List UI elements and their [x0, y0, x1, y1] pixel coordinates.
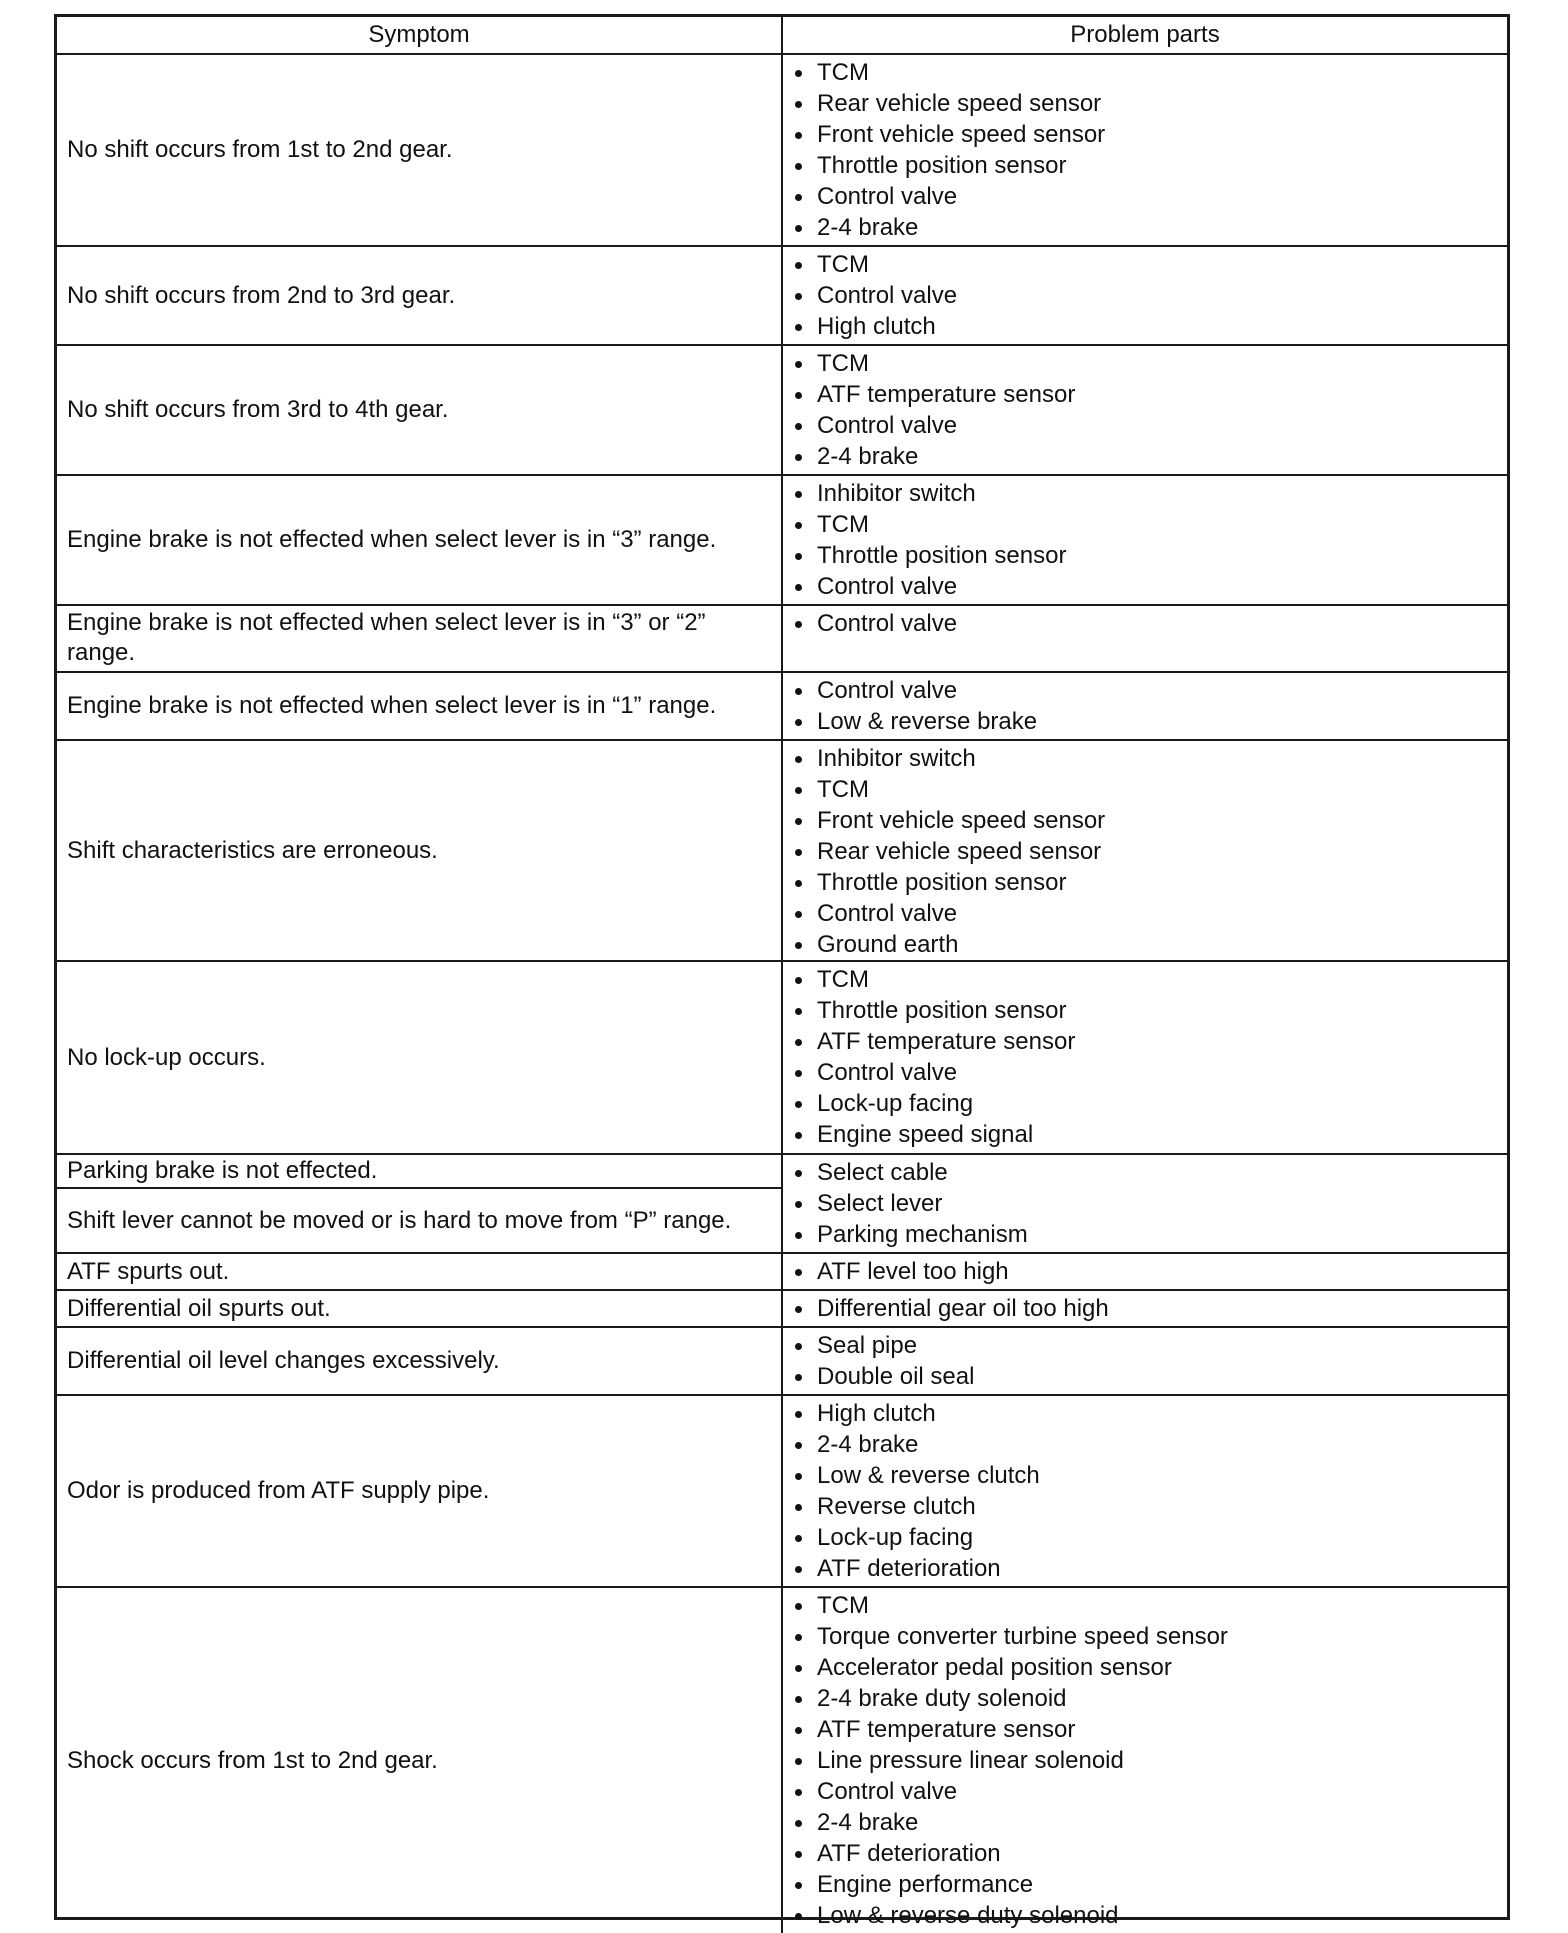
symptom-text: Shock occurs from 1st to 2nd gear. [67, 1746, 438, 1774]
problem-parts-cell [783, 741, 1507, 960]
table-row [57, 476, 1507, 606]
table-row [57, 1155, 1507, 1254]
problem-parts-list [783, 348, 1507, 472]
list-item: Select cable [783, 1157, 1507, 1188]
symptom-cell [57, 741, 783, 960]
list-item: Control valve [783, 1776, 1507, 1807]
list-item: Engine speed signal [783, 1119, 1507, 1150]
list-item: Control valve [783, 280, 1507, 311]
problem-parts-cell [783, 962, 1507, 1153]
list-item: Low & reverse clutch [783, 1460, 1507, 1491]
list-item: ATF temperature sensor [783, 379, 1507, 410]
problem-parts-list [783, 478, 1507, 602]
symptom-text: Differential oil spurts out. [67, 1294, 331, 1322]
symptom-text: ATF spurts out. [67, 1257, 230, 1285]
list-item: Throttle position sensor [783, 995, 1507, 1026]
list-item: Front vehicle speed sensor [783, 805, 1507, 836]
list-item: High clutch [783, 1398, 1507, 1429]
list-item: TCM [783, 964, 1507, 995]
list-item: Front vehicle speed sensor [783, 119, 1507, 150]
list-item: Rear vehicle speed sensor [783, 836, 1507, 867]
list-item: Rear vehicle speed sensor [783, 88, 1507, 119]
problem-parts-cell [783, 1588, 1507, 1933]
list-item: Select lever [783, 1188, 1507, 1219]
list-item: TCM [783, 509, 1507, 540]
table-row [57, 962, 1507, 1155]
problem-parts-cell [783, 673, 1507, 739]
list-item: Control valve [783, 181, 1507, 212]
problem-parts-cell [783, 1328, 1507, 1394]
symptom-cell [57, 673, 783, 739]
problem-parts-cell [783, 247, 1507, 344]
symptom-cell [57, 247, 783, 344]
symptom-text: Differential oil level changes excessively. [67, 1347, 500, 1374]
list-item: Reverse clutch [783, 1491, 1507, 1522]
list-item: Control valve [783, 571, 1507, 602]
list-item: Inhibitor switch [783, 478, 1507, 509]
symptom-cell [57, 1254, 783, 1289]
problem-parts-list [783, 1330, 1507, 1392]
list-item: High clutch [783, 311, 1507, 342]
list-item: Accelerator pedal position sensor [783, 1652, 1507, 1683]
symptom-cell [57, 1155, 783, 1252]
symptom-text: No lock-up occurs. [67, 1043, 266, 1071]
table-row [57, 741, 1507, 962]
list-item: TCM [783, 774, 1507, 805]
symptom-cell [57, 1396, 783, 1586]
problem-parts-cell [783, 55, 1507, 245]
table-row [57, 55, 1507, 247]
header-symptom: Symptom [57, 17, 783, 53]
symptom-cell [57, 1291, 783, 1326]
symptom-cell [57, 476, 783, 604]
symptom-text: Shift characteristics are erroneous. [67, 836, 438, 864]
list-item: Control valve [783, 608, 1507, 639]
problem-parts-cell [783, 606, 1507, 671]
table-row [57, 1328, 1507, 1396]
header-problem-parts: Problem parts [1070, 21, 1220, 48]
list-item: ATF temperature sensor [783, 1714, 1507, 1745]
problem-parts-cell [783, 346, 1507, 474]
list-item: Differential gear oil too high [783, 1293, 1507, 1324]
list-item: 2-4 brake [783, 212, 1507, 243]
list-item: Control valve [783, 410, 1507, 441]
problem-parts-list [783, 1590, 1507, 1931]
problem-parts-list [783, 1398, 1507, 1584]
symptom-cell [57, 55, 783, 245]
problem-parts-list [783, 675, 1507, 737]
symptom-cell [57, 962, 783, 1153]
list-item: TCM [783, 249, 1507, 280]
list-item: Lock-up facing [783, 1522, 1507, 1553]
table-row [57, 346, 1507, 476]
symptom-cell [57, 606, 783, 671]
list-item: Engine performance [783, 1869, 1507, 1900]
list-item: Parking mechanism [783, 1219, 1507, 1250]
list-item: Seal pipe [783, 1330, 1507, 1361]
list-item: TCM [783, 1590, 1507, 1621]
list-item: ATF deterioration [783, 1553, 1507, 1584]
symptom-text: Parking brake is not effected. [57, 1155, 781, 1189]
list-item: 2-4 brake [783, 1807, 1507, 1838]
list-item: TCM [783, 57, 1507, 88]
symptom-text: Shift lever cannot be moved or is hard to move from “P” range. [67, 1206, 732, 1234]
list-item: Line pressure linear solenoid [783, 1745, 1507, 1776]
problem-parts-list [783, 57, 1507, 243]
list-item: Control valve [783, 1057, 1507, 1088]
problem-parts-list [783, 249, 1507, 342]
list-item: Lock-up facing [783, 1088, 1507, 1119]
problem-parts-cell [783, 1155, 1507, 1252]
symptom-cell [57, 1328, 783, 1394]
symptom-text: Odor is produced from ATF supply pipe. [67, 1477, 490, 1504]
list-item: Throttle position sensor [783, 540, 1507, 571]
symptom-text: Engine brake is not effected when select lever is in “1” range. [67, 692, 717, 719]
problem-parts-cell [783, 476, 1507, 604]
list-item: ATF deterioration [783, 1838, 1507, 1869]
list-item: Torque converter turbine speed sensor [783, 1621, 1507, 1652]
problem-parts-cell [783, 1396, 1507, 1586]
table-row [57, 673, 1507, 741]
list-item: Ground earth [783, 929, 1507, 960]
problem-parts-list [783, 1256, 1507, 1287]
table-header-row [57, 17, 1507, 55]
symptom-text: No shift occurs from 3rd to 4th gear. [67, 396, 449, 423]
table-row [57, 1291, 1507, 1328]
table-body [57, 55, 1507, 1933]
list-item: 2-4 brake [783, 1429, 1507, 1460]
problem-parts-list [783, 743, 1507, 960]
list-item: Throttle position sensor [783, 150, 1507, 181]
symptom-text: Engine brake is not effected when select lever is in “3” range. [67, 526, 717, 553]
list-item: Control valve [783, 675, 1507, 706]
problem-parts-cell [783, 1291, 1507, 1326]
list-item: Inhibitor switch [783, 743, 1507, 774]
table-row [57, 1588, 1507, 1933]
symptom-table [54, 14, 1510, 1929]
list-item: 2-4 brake duty solenoid [783, 1683, 1507, 1714]
problem-parts-list [783, 608, 1507, 639]
list-item: TCM [783, 348, 1507, 379]
symptom-text: No shift occurs from 1st to 2nd gear. [67, 136, 453, 163]
symptom-cell [57, 346, 783, 474]
symptom-text: No shift occurs from 2nd to 3rd gear. [67, 281, 456, 309]
problem-parts-cell [783, 1254, 1507, 1289]
table-row [57, 606, 1507, 673]
symptom-cell [57, 1588, 783, 1933]
list-item: ATF temperature sensor [783, 1026, 1507, 1057]
problem-parts-list [783, 1157, 1507, 1250]
problem-parts-list [783, 964, 1507, 1150]
table-row [57, 247, 1507, 346]
table-row [57, 1396, 1507, 1588]
list-item: Throttle position sensor [783, 867, 1507, 898]
symptom-text: Engine brake is not effected when select lever is in “3” or “2” range. [67, 609, 706, 666]
list-item: Control valve [783, 898, 1507, 929]
list-item: ATF level too high [783, 1256, 1507, 1287]
list-item: Low & reverse duty solenoid [783, 1900, 1507, 1931]
table-row [57, 1254, 1507, 1291]
list-item: 2-4 brake [783, 441, 1507, 472]
problem-parts-list [783, 1293, 1507, 1324]
list-item: Double oil seal [783, 1361, 1507, 1392]
list-item: Low & reverse brake [783, 706, 1507, 737]
